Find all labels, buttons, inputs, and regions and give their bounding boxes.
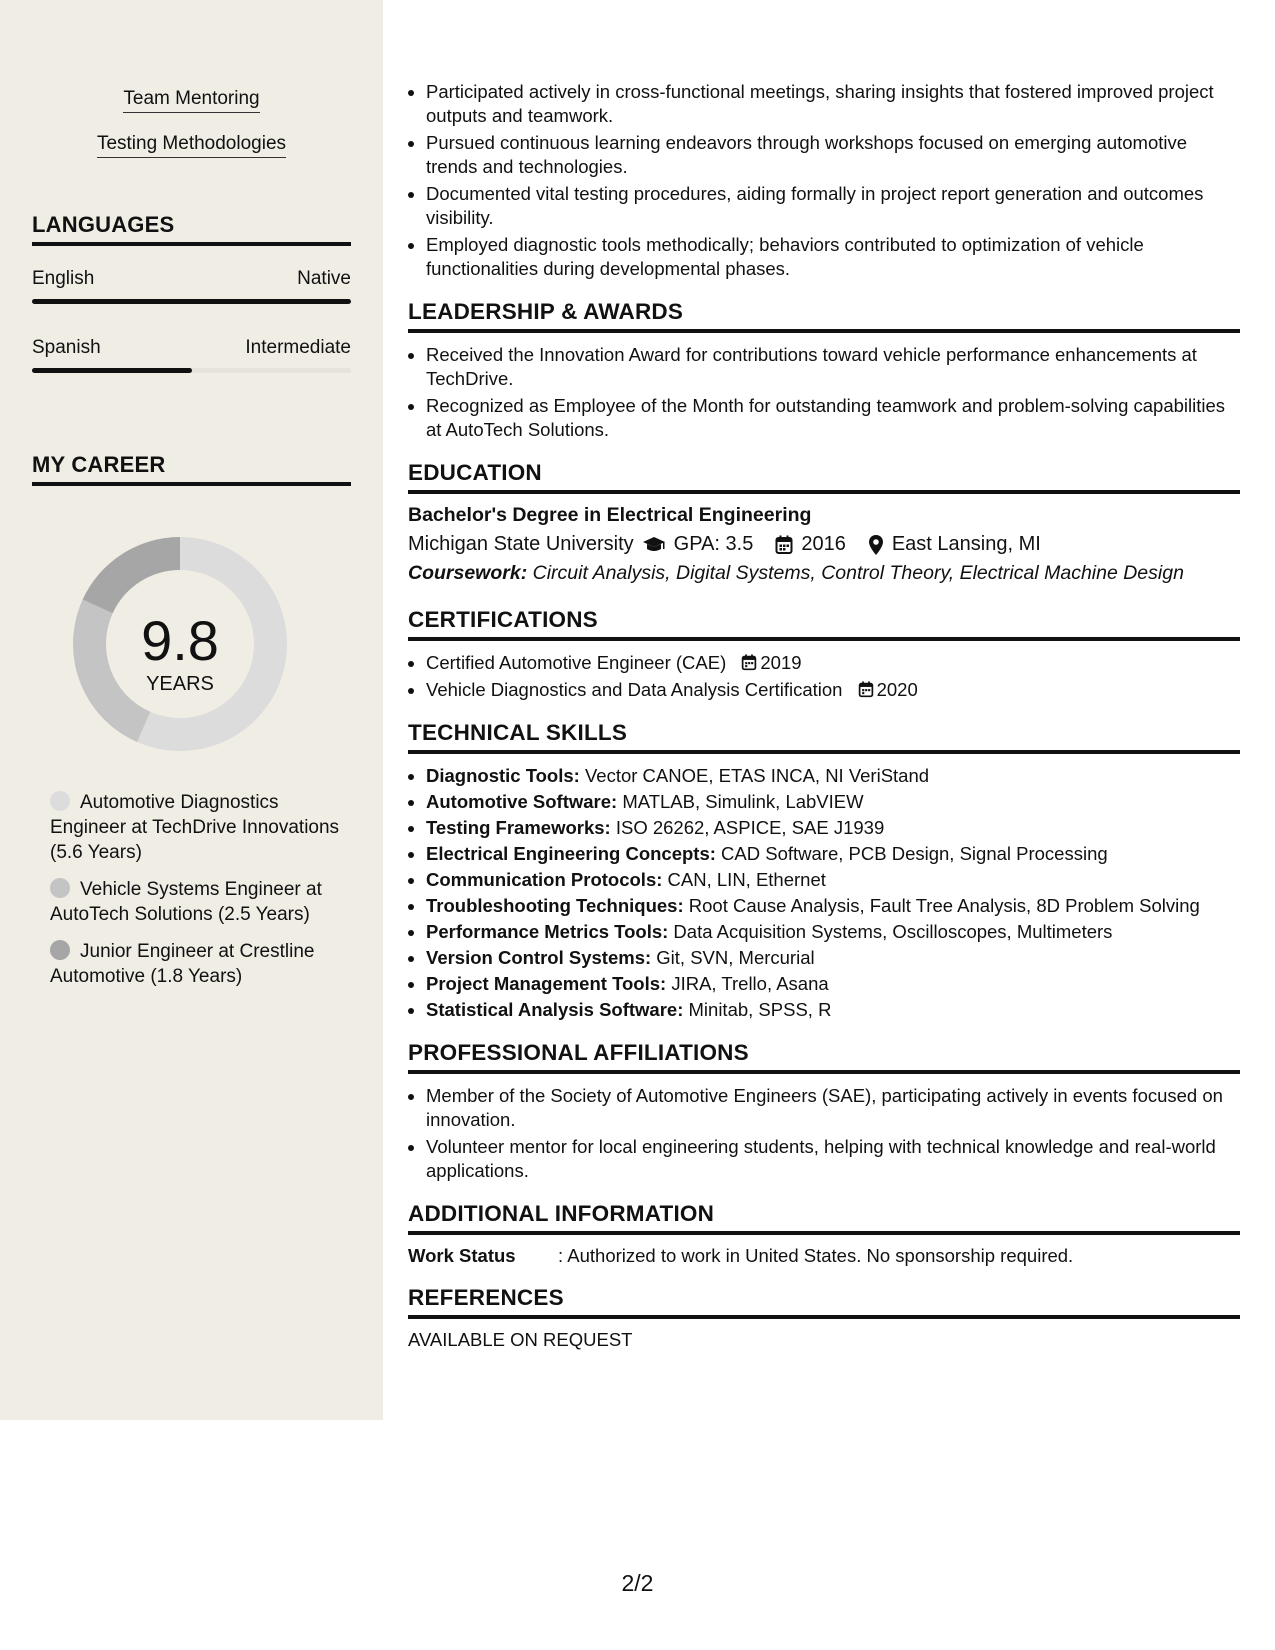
calendar-icon [775,535,793,555]
leadership-list [408,343,1240,442]
graduation-cap-icon [642,536,666,554]
list-item: • Troubleshooting Techniques: Root Cause Analysis, Fault Tree Analysis, 8D Problem Solving [426,894,1240,918]
calendar-icon [741,654,757,671]
legend-dot [50,791,70,811]
affiliations-list [408,1084,1240,1183]
list-item: • Participated actively in cross-functional meetings, sharing insights that fostered improved project outputs and teamwork. [426,80,1240,128]
cert-year: 2020 [858,679,918,700]
language-level: Intermediate [245,337,351,358]
list-item: • Diagnostic Tools: Vector CANOE, ETAS INCA, NI VeriStand [426,764,1240,788]
career-heading: MY CAREER [32,452,351,486]
career-label: Junior Engineer at Crestline Automotive (1.8 Years) [50,941,315,987]
list-item: • Automotive Software: MATLAB, Simulink, LabVIEW [426,790,1240,814]
language-name: English [32,268,95,289]
list-item [426,651,1240,675]
career-item [50,939,340,989]
language-row [32,268,351,290]
list-item: • Documented vital testing procedures, aiding formally in project report generation and outcomes visibility. [426,182,1240,230]
page-number: 2/2 [621,1570,654,1596]
coursework-text: Circuit Analysis, Digital Systems, Control Theory, Electrical Machine Design [532,562,1184,584]
technical-skills-list [408,764,1240,1022]
technical-skills-heading: TECHNICAL SKILLS [408,720,1240,754]
career-item [50,877,340,927]
career-item [50,790,340,865]
work-status-value: : Authorized to work in United States. No sponsorship required. [558,1245,1074,1266]
list-item: • Performance Metrics Tools: Data Acquisition Systems, Oscilloscopes, Multimeters [426,920,1240,944]
education-heading: EDUCATION [408,460,1240,494]
education-meta [408,533,1240,556]
donut-segment [83,537,180,613]
map-pin-icon [868,534,884,556]
calendar-icon [858,681,874,698]
additional-info-heading: ADDITIONAL INFORMATION [408,1201,1240,1235]
skill-item: Testing Methodologies [0,133,383,155]
work-status-label: Work Status [408,1245,516,1266]
legend-dot [50,878,70,898]
career-total: 9.8 [141,609,219,672]
list-item: • Pursued continuous learning endeavors through workshops focused on emerging automotive trends and technologies. [426,131,1240,179]
education-year: 2016 [801,533,846,555]
list-item: • Project Management Tools: JIRA, Trello, Asana [426,972,1240,996]
list-item: • Version Control Systems: Git, SVN, Mercurial [426,946,1240,970]
cert-name: Vehicle Diagnostics and Data Analysis Certification [426,679,843,700]
career-label: Automotive Diagnostics Engineer at TechDrive Innovations (5.6 Years) [50,792,340,863]
list-item: • Recognized as Employee of the Month for outstanding teamwork and problem-solving capabilities at AutoTech Solutions. [426,394,1240,442]
skill-item: Team Mentoring [0,88,383,110]
donut-segment [73,600,150,742]
education-location: East Lansing, MI [891,533,1041,555]
leadership-heading: LEADERSHIP & AWARDS [408,299,1240,333]
list-item: • Employed diagnostic tools methodically; behaviors contributed to optimization of vehicle functionalities during developmental phases. [426,233,1240,281]
list-item: • Communication Protocols: CAN, LIN, Ethernet [426,868,1240,892]
career-unit: YEARS [146,673,214,695]
career-legend [50,790,340,1001]
languages-heading: LANGUAGES [32,212,351,246]
language-bar-fill [32,368,192,373]
experience-bullets [408,80,1240,281]
list-item [426,678,1240,702]
language-level: Native [297,268,351,289]
education-school: Michigan State University [408,533,634,555]
cert-name: Certified Automotive Engineer (CAE) [426,652,727,673]
education-coursework [408,562,1240,585]
work-status-row [408,1245,1240,1267]
certifications-list [408,651,1240,702]
career-label: Vehicle Systems Engineer at AutoTech Solutions (2.5 Years) [50,879,322,925]
cert-year: 2019 [741,652,801,673]
affiliations-heading: PROFESSIONAL AFFILIATIONS [408,1040,1240,1074]
language-row [32,337,351,359]
list-item: • Member of the Society of Automotive Engineers (SAE), participating actively in events focused on innovation. [426,1084,1240,1132]
education-gpa: GPA: 3.5 [673,533,754,555]
list-item: • Testing Frameworks: ISO 26262, ASPICE, SAE J1939 [426,816,1240,840]
list-item: • Statistical Analysis Software: Minitab, SPSS, R [426,998,1240,1022]
legend-dot [50,940,70,960]
references-text: AVAILABLE ON REQUEST [408,1329,633,1350]
sidebar [0,0,383,1420]
list-item: • Electrical Engineering Concepts: CAD Software, PCB Design, Signal Processing [426,842,1240,866]
list-item: • Volunteer mentor for local engineering students, helping with technical knowledge and real-world applications. [426,1135,1240,1183]
education-degree: Bachelor's Degree in Electrical Engineering [408,504,812,526]
main-content [408,80,1240,1351]
list-item: • Received the Innovation Award for contributions toward vehicle performance enhancements at TechDrive. [426,343,1240,391]
career-donut [66,530,294,758]
language-name: Spanish [32,337,101,358]
language-bar-fill [32,299,351,304]
coursework-label: Coursework: [408,562,528,584]
language-bar [32,299,351,304]
language-bar [32,368,351,373]
certifications-heading: CERTIFICATIONS [408,607,1240,641]
references-heading: REFERENCES [408,1285,1240,1319]
